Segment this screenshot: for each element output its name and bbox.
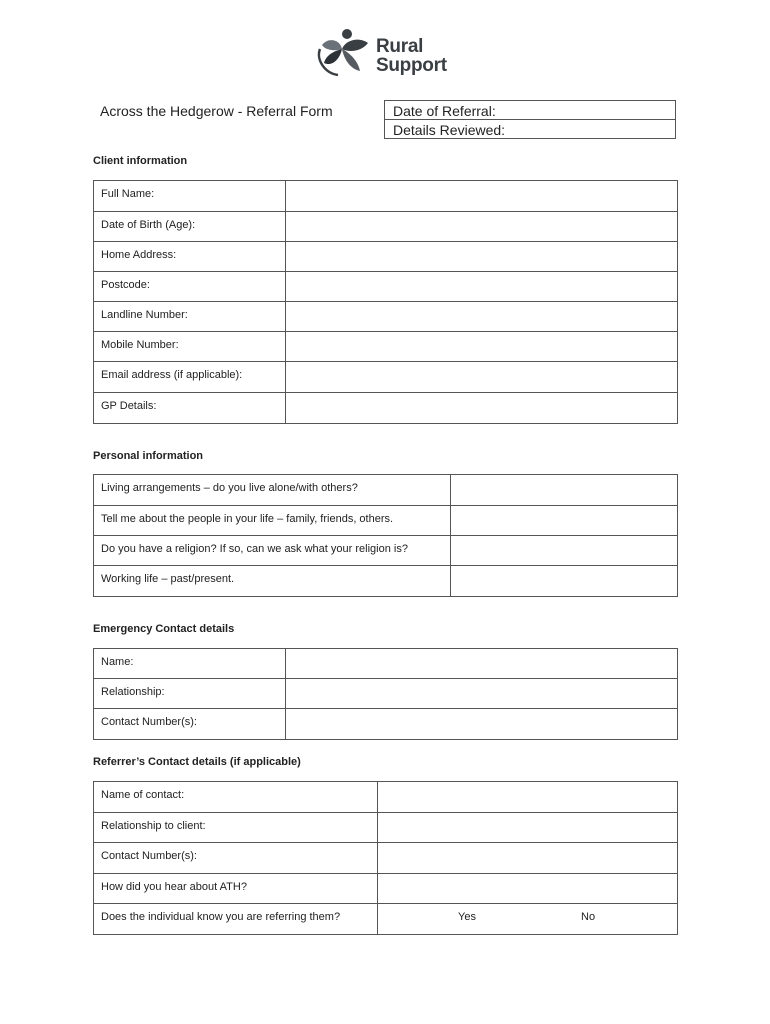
- rural-support-logo: [314, 27, 464, 79]
- client-information-heading: Client information: [93, 155, 188, 167]
- field-label: GP Details:: [94, 393, 286, 424]
- yes-no-choice: [378, 904, 678, 935]
- field-label: Name:: [94, 649, 286, 679]
- emergency-relationship-input[interactable]: [286, 679, 678, 709]
- field-label: Do you have a religion? If so, can we ask what your religion is?: [94, 536, 451, 566]
- referrer-contact-heading: Referrer’s Contact details (if applicable): [93, 756, 301, 768]
- emergency-contact-heading: Emergency Contact details: [93, 623, 235, 635]
- logo-icon: [314, 27, 374, 79]
- people-in-life-input[interactable]: [451, 506, 678, 536]
- home-address-input[interactable]: [286, 242, 678, 272]
- landline-number-input[interactable]: [286, 302, 678, 332]
- field-label: How did you hear about ATH?: [94, 874, 378, 904]
- field-label: Relationship:: [94, 679, 286, 709]
- field-label: Name of contact:: [94, 782, 378, 813]
- field-label: Contact Number(s):: [94, 843, 378, 874]
- personal-information-heading: Personal information: [93, 450, 204, 462]
- date-of-referral-field[interactable]: Date of Referral:: [385, 101, 676, 120]
- field-label: Home Address:: [94, 242, 286, 272]
- field-label: Relationship to client:: [94, 813, 378, 843]
- emergency-contact-table: [93, 648, 678, 740]
- field-label: Postcode:: [94, 272, 286, 302]
- referral-meta-box: [384, 100, 676, 139]
- referrer-contact-number-input[interactable]: [378, 843, 678, 874]
- postcode-input[interactable]: [286, 272, 678, 302]
- full-name-input[interactable]: [286, 181, 678, 212]
- religion-input[interactable]: [451, 536, 678, 566]
- logo-wordmark: [376, 37, 447, 75]
- emergency-contact-number-input[interactable]: [286, 709, 678, 740]
- mobile-number-input[interactable]: [286, 332, 678, 362]
- field-label: Full Name:: [94, 181, 286, 212]
- client-information-table: [93, 180, 678, 424]
- email-address-input[interactable]: [286, 362, 678, 393]
- relationship-to-client-input[interactable]: [378, 813, 678, 843]
- field-label: Does the individual know you are referring them?: [94, 904, 378, 935]
- living-arrangements-input[interactable]: [451, 475, 678, 506]
- logo-line-2: Support: [376, 55, 447, 76]
- field-label: Working life – past/present.: [94, 566, 451, 597]
- field-label: Mobile Number:: [94, 332, 286, 362]
- how-did-you-hear-input[interactable]: [378, 874, 678, 904]
- date-of-birth-input[interactable]: [286, 212, 678, 242]
- details-reviewed-field[interactable]: Details Reviewed:: [385, 120, 676, 139]
- referrer-name-input[interactable]: [378, 782, 678, 813]
- personal-information-table: [93, 474, 678, 597]
- yes-option[interactable]: Yes: [458, 911, 476, 923]
- logo-line-1: Rural: [376, 36, 424, 57]
- field-label: Living arrangements – do you live alone/with others?: [94, 475, 451, 506]
- field-label: Date of Birth (Age):: [94, 212, 286, 242]
- field-label: Email address (if applicable):: [94, 362, 286, 393]
- gp-details-input[interactable]: [286, 393, 678, 424]
- no-option[interactable]: No: [581, 911, 596, 923]
- field-label: Tell me about the people in your life – family, friends, others.: [94, 506, 451, 536]
- working-life-input[interactable]: [451, 566, 678, 597]
- form-title: Across the Hedgerow - Referral Form: [100, 103, 333, 119]
- field-label: Landline Number:: [94, 302, 286, 332]
- referrer-contact-table: [93, 781, 678, 935]
- emergency-name-input[interactable]: [286, 649, 678, 679]
- field-label: Contact Number(s):: [94, 709, 286, 740]
